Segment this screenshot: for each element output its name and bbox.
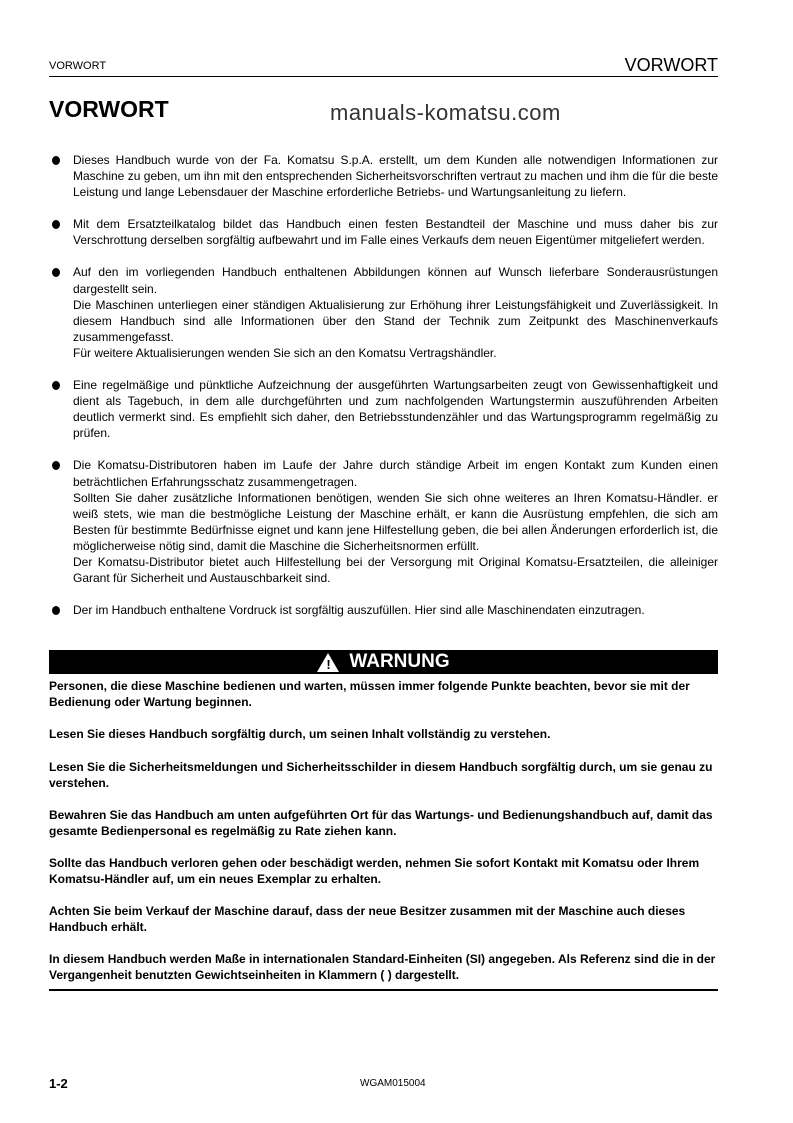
header-left: VORWORT xyxy=(49,60,107,72)
warning-body xyxy=(49,678,718,983)
warning-paragraph: Sollte das Handbuch verloren gehen oder beschädigt werden, nehmen Sie sofort Kontakt mit Komatsu oder Ihrem Komatsu-Händler auf, um ein neues Exemplar zu erhalten. xyxy=(49,855,700,886)
bullet-icon xyxy=(52,268,60,277)
warning-title: WARNUNG xyxy=(349,651,450,673)
warning-triangle-icon: ! xyxy=(317,653,339,672)
page-number: 1-2 xyxy=(49,1076,68,1091)
bullet-icon xyxy=(52,220,60,229)
paragraph: Die Komatsu-Distributoren haben im Laufe der Jahre durch ständige Arbeit im engen Kontakt zum Kunden einen beträchtlichen Erfahrungsschatz zusammengetragen. xyxy=(73,458,718,489)
list-item xyxy=(49,602,718,618)
bullet-list xyxy=(49,152,718,618)
header-right: VORWORT xyxy=(624,55,718,75)
list-item xyxy=(49,264,718,361)
paragraph: Dieses Handbuch wurde von der Fa. Komatsu S.p.A. erstellt, um dem Kunden alle notwendigen Informationen zur Maschine zu geben, um ihn mit den entsprechenden Sicherheitsvorschriften vertraut zu machen und ihm die für die beste Leistung und lange Lebensdauer der Maschine erforderliche Betriebs- und Wartungsanleitung zu liefern. xyxy=(73,153,718,200)
paragraph: Sollten Sie daher zusätzliche Informationen benötigen, wenden Sie sich ohne weiteres an Ihren Komatsu-Händler. er weiß stets, wie man die bestmögliche Leistung der Maschine erhält, er kann die Ausrüstung empfehlen, die sich am Besten für bestimmte Bedürfnisse eignet und kann jene Hilfestellung geben, die bei allen Änderungen erforderlich ist, die möglicherweise nötig sind, damit die Maschine die Sicherheitsnormen erfüllt. xyxy=(73,490,718,553)
warning-banner xyxy=(49,650,718,674)
warning-paragraph: Lesen Sie dieses Handbuch sorgfältig durch, um seinen Inhalt vollständig zu verstehen. xyxy=(49,727,551,742)
paragraph: Der im Handbuch enthaltene Vordruck ist sorgfältig auszufüllen. Hier sind alle Maschinendaten einzutragen. xyxy=(73,603,645,618)
paragraph: Die Maschinen unterliegen einer ständigen Aktualisierung zur Erhöhung ihrer Leistungsfähigkeit und Zuverlässigkeit. In diesem Handbuch sind alle Informationen über den Stand der Technik zum Zeitpunkt des Maschinenverkaufs zusammengefasst. xyxy=(73,297,718,344)
warning-paragraph: Lesen Sie die Sicherheitsmeldungen und Sicherheitsschilder in diesem Handbuch sorgfältig durch, um sie genau zu verstehen. xyxy=(49,759,713,790)
warning-divider xyxy=(49,989,718,991)
paragraph: Eine regelmäßige und pünktliche Aufzeichnung der ausgeführten Wartungsarbeiten zeugt von Gewissenhaftigkeit und dient als Tagebuch, in dem alle durchgeführten und zum nachfolgenden Wartungstermin auszuführenden Arbeiten deutlich vermerkt sind. Es empfiehlt sich daher, den Betriebsstundenzähler und das Wartungsprogramm regelmäßig zu prüfen. xyxy=(73,378,718,441)
header-divider xyxy=(49,76,718,77)
list-item xyxy=(49,377,718,441)
paragraph: Auf den im vorliegenden Handbuch enthaltenen Abbildungen können auf Wunsch lieferbare Sonderausrüstungen dargestellt sein. xyxy=(73,265,718,296)
warning-paragraph: Achten Sie beim Verkauf der Maschine darauf, dass der neue Besitzer zusammen mit der Maschine auch dieses Handbuch erhält. xyxy=(49,904,686,935)
list-item xyxy=(49,152,718,200)
page-title: VORWORT xyxy=(49,96,169,122)
warning-paragraph: Bewahren Sie das Handbuch am unten aufgeführten Ort für das Wartungs- und Bedienungshandbuch auf, damit das gesamte Bedienpersonal es regelmäßig zu Rate ziehen kann. xyxy=(49,807,713,838)
document-code: WGAM015004 xyxy=(360,1078,426,1089)
bullet-icon xyxy=(52,606,60,615)
bullet-icon xyxy=(52,381,60,390)
content-column xyxy=(49,152,718,991)
paragraph: Der Komatsu-Distributor bietet auch Hilfestellung bei der Versorgung mit Original Komatsu-Ersatzteilen, die alleiniger Garant für Sicherheit und Austauschbarkeit sind. xyxy=(73,554,718,586)
watermark: manuals-komatsu.com xyxy=(330,100,561,125)
list-item xyxy=(49,457,718,586)
bullet-icon xyxy=(52,461,60,470)
warning-paragraph: Personen, die diese Maschine bedienen und warten, müssen immer folgende Punkte beachten, bevor sie mit der Bedienung oder Wartung beginnen. xyxy=(49,679,690,710)
bullet-icon xyxy=(52,156,60,165)
paragraph: Mit dem Ersatzteilkatalog bildet das Handbuch einen festen Bestandteil der Maschine und muss daher bis zur Verschrottung derselben sorgfältig aufbewahrt und im Falle eines Verkaufs dem neuen Eigentümer mitgeliefert werden. xyxy=(73,217,718,248)
warning-paragraph: In diesem Handbuch werden Maße in internationalen Standard-Einheiten (SI) angegeben. Als Referenz sind die in der Vergangenheit benutzten Gewichtseinheiten in Klammern ( ) dargestellt. xyxy=(49,952,716,983)
paragraph: Für weitere Aktualisierungen wenden Sie sich an den Komatsu Vertragshändler. xyxy=(73,345,497,360)
list-item xyxy=(49,216,718,248)
